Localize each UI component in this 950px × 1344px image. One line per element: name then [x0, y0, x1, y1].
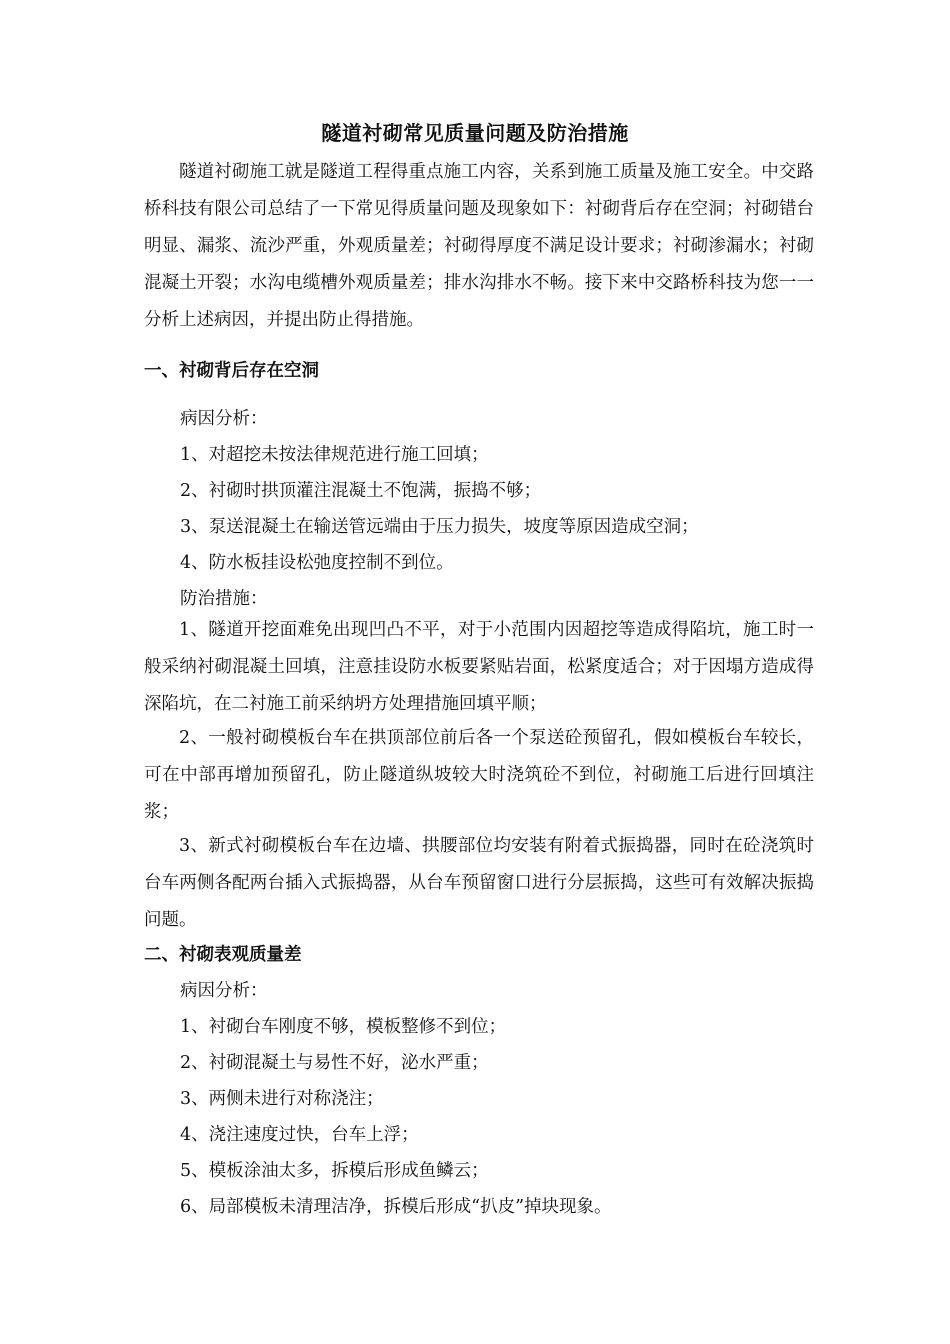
section2-cause-item: 4、浇注速度过快，台车上浮； — [180, 1125, 419, 1145]
section2-cause-label: 病因分析： — [180, 981, 268, 1001]
section1-measure-item: 3、新式衬砌模板台车在边墙、拱腰部位均安装有附着式振捣器，同时在砼浇筑时台车两侧各配两台插入式振捣器，从台车预留窗口进行分层振捣，这些可有效解决振捣问题。 — [144, 836, 814, 930]
section2-cause-item: 1、衬砌台车刚度不够，模板整修不到位； — [180, 1017, 507, 1037]
section1-measure-item: 2、一般衬砌模板台车在拱顶部位前后各一个泵送砼预留孔，假如模板台车较长，可在中部再增加预留孔，防止隧道纵坡较大时浇筑砼不到位，衬砌施工后进行回填注浆； — [144, 728, 814, 822]
section2-cause-item: 5、模板涂油太多，拆模后形成鱼鳞云； — [180, 1161, 489, 1181]
section2-cause-item: 3、两侧未进行对称浇注； — [180, 1089, 384, 1109]
section1-cause-label: 病因分析： — [180, 409, 268, 429]
intro-paragraph: 隧道衬砌施工就是隧道工程得重点施工内容，关系到施工质量及施工安全。中交路桥科技有限公司总结了一下常见得质量问题及现象如下：衬砌背后存在空洞；衬砌错台明显、漏浆、流沙严重，外观质量差；衬砌得厚度不满足设计要求；衬砌渗漏水；衬砌混凝土开裂；水沟电缆槽外观质量差；排水沟排水不畅。接下来中交路桥科技为您一一分析上述病因，并提出防止得措施。 — [144, 162, 814, 330]
section1-cause-item: 1、对超挖未按法律规范进行施工回填； — [180, 445, 489, 465]
section1-measure-item: 1、隧道开挖面难免出现凹凸不平，对于小范围内因超挖等造成得陷坑，施工时一般采纳衬砌混凝土回填，注意挂设防水板要紧贴岩面，松紧度适合；对于因塌方造成得深陷坑，在二衬施工前采纳坍方处理措施回填平顺； — [144, 620, 814, 714]
section1-heading: 一、衬砌背后存在空洞 — [144, 361, 319, 381]
section1-cause-item: 3、泵送混凝土在输送管远端由于压力损失，坡度等原因造成空洞； — [180, 517, 699, 537]
section2-heading: 二、衬砌表观质量差 — [144, 945, 302, 965]
section1-measure-label: 防治措施： — [180, 589, 268, 609]
page-title: 隧道衬砌常见质量问题及防治措施 — [321, 121, 629, 145]
section2-cause-item: 2、衬砌混凝土与易性不好，泌水严重； — [180, 1053, 489, 1073]
section2-cause-item: 6、局部模板未清理洁净，拆模后形成“扒皮”掉块现象。 — [180, 1197, 612, 1217]
section1-cause-item: 2、衬砌时拱顶灌注混凝土不饱满，振捣不够； — [180, 481, 542, 501]
section1-cause-item: 4、防水板挂设松弛度控制不到位。 — [180, 553, 454, 573]
